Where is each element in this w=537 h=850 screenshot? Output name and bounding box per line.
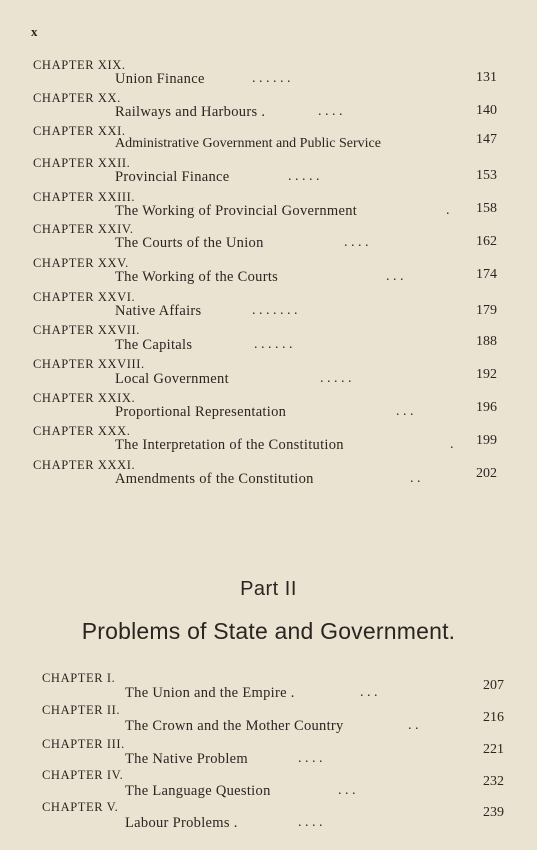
chapter-label: CHAPTER XIX. <box>33 58 126 72</box>
dot-leader: . . . . . <box>320 371 352 386</box>
chapter-title: Proportional Representation <box>115 404 287 420</box>
chapter-title: Labour Problems . <box>125 815 238 831</box>
page-ref: 153 <box>476 168 497 183</box>
page-ref: 162 <box>476 234 497 249</box>
chapter-label: CHAPTER XXXI. <box>33 458 136 472</box>
chapter-label: CHAPTER XXVII. <box>33 323 141 337</box>
dot-leader: . <box>446 203 450 218</box>
page-ref: 232 <box>483 774 504 789</box>
chapter-label: CHAPTER XXI. <box>33 124 126 138</box>
chapter-label: CHAPTER IV. <box>42 768 124 782</box>
page-ref: 216 <box>483 710 504 725</box>
chapter-title: The Interpretation of the Constitution <box>115 437 344 453</box>
dot-leader: . . . . <box>298 815 323 830</box>
dot-leader: . . . . . . <box>254 337 293 352</box>
chapter-label: CHAPTER XX. <box>33 91 121 105</box>
chapter-label: CHAPTER II. <box>42 703 121 717</box>
page-ref: 179 <box>476 303 497 318</box>
chapter-title: The Native Problem <box>125 751 248 767</box>
dot-leader: . . . . . . . <box>252 303 298 318</box>
chapter-label: CHAPTER V. <box>42 800 119 814</box>
chapter-label: CHAPTER XXVI. <box>33 290 136 304</box>
page-ref: 140 <box>476 103 497 118</box>
page-ref: 131 <box>476 70 497 85</box>
chapter-title: Local Government <box>115 371 229 387</box>
chapter-title: Union Finance <box>115 71 205 87</box>
chapter-title: Native Affairs <box>115 303 202 319</box>
page-ref: 196 <box>476 400 497 415</box>
dot-leader: . . . . <box>344 235 369 250</box>
chapter-label: CHAPTER XXX. <box>33 424 131 438</box>
chapter-title: The Language Question <box>125 783 271 799</box>
chapter-label: CHAPTER I. <box>42 671 116 685</box>
page-ref: 158 <box>476 201 497 216</box>
dot-leader: . <box>450 437 454 452</box>
page-ref: 221 <box>483 742 504 757</box>
dot-leader: . . <box>410 471 421 486</box>
chapter-label: CHAPTER XXII. <box>33 156 131 170</box>
page-ref: 239 <box>483 805 504 820</box>
chapter-title: Amendments of the Constitution <box>115 471 314 487</box>
page-ref: 174 <box>476 267 497 282</box>
dot-leader: . . . . <box>318 104 343 119</box>
page-ref: 188 <box>476 334 497 349</box>
part-heading: Part II <box>240 578 297 600</box>
dot-leader: . . . . <box>298 751 323 766</box>
chapter-title: The Working of the Courts <box>115 269 279 285</box>
page-ref: 207 <box>483 678 504 693</box>
page-ref: 199 <box>476 433 497 448</box>
chapter-label: CHAPTER XXIII. <box>33 190 136 204</box>
dot-leader: . . . <box>386 269 404 284</box>
chapter-title: Administrative Government and Public Service <box>115 136 381 151</box>
page-number: x <box>31 24 38 39</box>
chapter-title: The Working of Provincial Government <box>115 203 358 219</box>
part-title: Problems of State and Government. <box>81 618 456 644</box>
dot-leader: . . . <box>338 783 356 798</box>
dot-leader: . . . <box>360 685 378 700</box>
dot-leader: . . . . . <box>288 169 320 184</box>
dot-leader: . . . . . . <box>252 71 291 86</box>
dot-leader: . . <box>408 718 419 733</box>
page-ref: 202 <box>476 466 497 481</box>
chapter-title: The Union and the Empire . <box>125 685 295 701</box>
chapter-label: CHAPTER XXIV. <box>33 222 134 236</box>
chapter-label: CHAPTER XXV. <box>33 256 129 270</box>
chapter-label: CHAPTER III. <box>42 737 125 751</box>
chapter-title: Railways and Harbours . <box>115 104 266 120</box>
page-ref: 147 <box>476 132 497 147</box>
chapter-title: The Crown and the Mother Country <box>125 718 344 734</box>
chapter-label: CHAPTER XXVIII. <box>33 357 145 371</box>
chapter-label: CHAPTER XXIX. <box>33 391 136 405</box>
chapter-title: Provincial Finance <box>115 169 230 185</box>
chapter-title: The Capitals <box>115 337 193 353</box>
chapter-title: The Courts of the Union <box>115 235 264 251</box>
dot-leader: . . . <box>396 404 414 419</box>
page-ref: 192 <box>476 367 497 382</box>
